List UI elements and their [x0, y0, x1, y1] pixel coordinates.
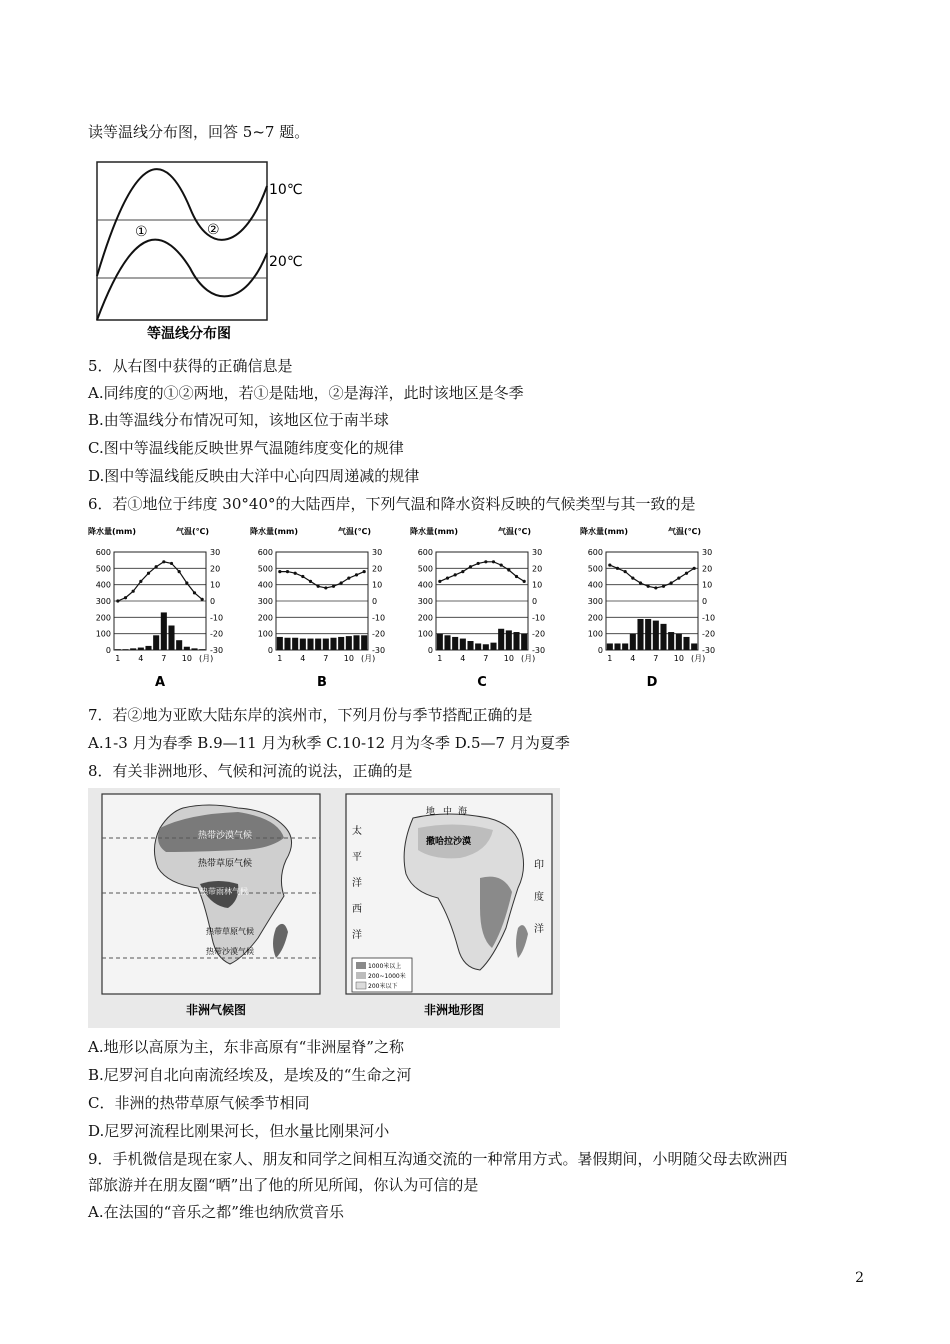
right-tick: -30	[210, 646, 224, 655]
x-axis-label: (月)	[199, 654, 214, 663]
intro-text: 读等温线分布图，回答 5~7 题。	[88, 123, 310, 141]
climate-charts	[88, 522, 728, 697]
africa-climate-map	[102, 794, 320, 1017]
temperature-point	[201, 598, 204, 601]
left-tick: 100	[257, 629, 273, 639]
legend-200: 200米以下	[368, 983, 398, 990]
temperature-point	[332, 585, 335, 588]
precip-bar	[483, 644, 489, 650]
precip-bar	[153, 635, 159, 650]
right-tick: 0	[210, 597, 216, 606]
temperature-point	[116, 599, 119, 602]
isotherm-frame	[97, 162, 267, 320]
x-tick: 7	[161, 654, 167, 663]
terrain-label-4: 太	[352, 826, 362, 837]
terrain-label-8: 洋	[352, 930, 362, 941]
right-tick: 10	[372, 580, 383, 590]
temperature-point	[286, 570, 289, 573]
chart-right-title: 气温(℃)	[338, 527, 371, 536]
precip-bar	[691, 643, 697, 650]
precip-bar	[437, 634, 443, 650]
precip-bar	[490, 643, 496, 650]
left-tick: 500	[417, 564, 433, 574]
precip-bar	[660, 624, 666, 650]
chart-label: C	[477, 675, 487, 690]
temperature-line	[280, 572, 364, 588]
temperature-point	[294, 572, 297, 575]
left-tick: 500	[257, 564, 273, 574]
temperature-line	[440, 562, 524, 582]
left-tick: 0	[427, 646, 433, 655]
climate-chart-d	[580, 522, 730, 694]
isotherm-figure	[95, 158, 320, 348]
precip-bar	[284, 638, 290, 650]
chart-left-title: 降水量(mm)	[410, 527, 458, 536]
left-tick: 100	[417, 629, 433, 639]
temperature-point	[185, 581, 188, 584]
precip-bar	[521, 634, 527, 650]
page-number: 2	[855, 1270, 864, 1286]
q8-option-c: C．非洲的热带草原气候季节相同	[88, 1094, 310, 1112]
precip-bar	[168, 626, 174, 651]
temperature-point	[438, 580, 441, 583]
precip-bar	[607, 643, 613, 650]
precip-bar	[513, 632, 519, 650]
isotherm-20	[97, 240, 267, 320]
temperature-point	[363, 570, 366, 573]
precip-bar	[176, 640, 182, 650]
right-tick: 10	[210, 580, 221, 590]
precip-bar	[323, 639, 329, 650]
temperature-point	[193, 591, 196, 594]
terrain-label-9: 印	[534, 860, 544, 871]
chart-left-title: 降水量(mm)	[250, 527, 298, 536]
temperature-point	[677, 577, 680, 580]
left-tick: 400	[257, 580, 273, 590]
chart-label: D	[646, 675, 658, 690]
x-tick: 1	[277, 654, 283, 663]
terrain-label-10: 度	[534, 892, 544, 903]
climate-chart-c	[410, 522, 560, 694]
chart-left-title: 降水量(mm)	[88, 527, 136, 536]
terrain-label-1: 中	[443, 807, 453, 817]
climate-caption: 非洲气候图	[186, 1003, 247, 1017]
temperature-point	[132, 590, 135, 593]
q6-stem: 6．若①地位于纬度 30°40°的大陆西岸，下列气温和降水资料反映的气候类型与其一致的是	[88, 495, 696, 513]
q9-stem-line2: 部旅游并在朋友圈“晒”出了他的所见所闻，你认为可信的是	[88, 1176, 479, 1194]
precip-bar	[145, 646, 151, 650]
temperature-point	[178, 570, 181, 573]
africa-terrain-map	[346, 794, 552, 1017]
precip-bar	[467, 641, 473, 650]
terrain-label-2: 海	[458, 807, 468, 817]
temperature-point	[446, 577, 449, 580]
x-tick: 10	[673, 654, 684, 663]
isotherm-label-10: 10℃	[269, 182, 303, 198]
x-axis-label: (月)	[691, 654, 706, 663]
left-tick: 100	[95, 629, 111, 639]
q5-option-a: A.同纬度的①②两地，若①是陆地，②是海洋，此时该地区是冬季	[88, 384, 524, 402]
x-tick: 1	[607, 654, 613, 663]
left-tick: 200	[257, 613, 273, 623]
climate-chart-a	[88, 522, 238, 694]
climate-label-2: 热带沙漠气候	[198, 831, 253, 841]
climate-label-4: 热带草原气候	[206, 927, 254, 936]
q8-stem: 8．有关非洲地形、气候和河流的说法，正确的是	[88, 762, 413, 780]
temperature-point	[523, 580, 526, 583]
climate-chart-b	[250, 522, 400, 694]
x-tick: 10	[181, 654, 192, 663]
q8-option-d: D.尼罗河流程比刚果河长，但水量比刚果河小	[88, 1122, 390, 1140]
left-tick: 0	[105, 646, 111, 655]
q8-option-b: B.尼罗河自北向南流经埃及，是埃及的“生命之河	[88, 1066, 412, 1084]
temperature-point	[662, 585, 665, 588]
right-tick: -20	[702, 629, 716, 639]
x-tick: 10	[503, 654, 514, 663]
right-tick: -10	[532, 613, 546, 623]
isotherm-caption: 等温线分布图	[147, 326, 231, 342]
precip-bar	[668, 632, 674, 650]
q9-option-a: A.在法国的“音乐之都”维也纳欣赏音乐	[88, 1203, 344, 1221]
right-tick: 20	[210, 564, 221, 574]
precip-bar	[161, 612, 167, 650]
right-tick: -10	[372, 613, 386, 623]
chart-right-title: 气温(℃)	[498, 527, 531, 536]
q9-stem-line1: 9．手机微信是现在家人、朋友和同学之间相互沟通交流的一种常用方式。暑假期间，小明随父母去欧洲西	[88, 1150, 788, 1168]
terrain-label-7: 西	[352, 904, 362, 915]
right-tick: 0	[702, 597, 708, 606]
temperature-point	[278, 570, 281, 573]
right-tick: -20	[372, 629, 386, 639]
right-tick: 20	[702, 564, 713, 574]
chart-label: B	[317, 675, 327, 690]
temperature-point	[507, 568, 510, 571]
q7-stem: 7．若②地为亚欧大陆东岸的滨州市，下列月份与季节搭配正确的是	[88, 706, 533, 724]
legend-200-1000: 200~1000米	[368, 973, 406, 980]
left-tick: 400	[417, 580, 433, 590]
precip-bar	[191, 648, 197, 650]
temperature-point	[484, 560, 487, 563]
right-tick: -30	[702, 646, 716, 655]
right-tick: 30	[702, 548, 713, 557]
x-axis-label: (月)	[521, 654, 536, 663]
africa-maps	[88, 788, 560, 1028]
precip-bar	[637, 619, 643, 650]
left-tick: 200	[95, 613, 111, 623]
precip-bar	[444, 635, 450, 650]
temperature-point	[639, 581, 642, 584]
left-tick: 0	[267, 646, 273, 655]
left-tick: 600	[257, 548, 273, 557]
precip-bar	[130, 648, 136, 650]
temperature-point	[309, 580, 312, 583]
climate-label-1: 热带草原气候	[198, 859, 253, 869]
point-2-label: ②	[207, 222, 220, 238]
temperature-point	[624, 570, 627, 573]
left-tick: 0	[597, 646, 603, 655]
precip-bar	[184, 647, 190, 650]
x-tick: 7	[653, 654, 659, 663]
precip-bar	[115, 649, 121, 650]
temperature-point	[124, 596, 127, 599]
temperature-point	[347, 577, 350, 580]
precip-bar	[277, 637, 283, 650]
temperature-point	[162, 560, 165, 563]
left-tick: 300	[587, 597, 603, 606]
precip-bar	[330, 638, 336, 650]
temperature-point	[147, 572, 150, 575]
left-tick: 500	[95, 564, 111, 574]
right-tick: -20	[532, 629, 546, 639]
precip-bar	[452, 637, 458, 650]
precip-bar	[300, 639, 306, 650]
x-tick: 4	[138, 654, 144, 663]
temperature-point	[461, 570, 464, 573]
temperature-point	[170, 562, 173, 565]
q5-option-c: C.图中等温线能反映世界气温随纬度变化的规律	[88, 439, 404, 457]
right-tick: 0	[532, 597, 538, 606]
temperature-point	[631, 577, 634, 580]
left-tick: 200	[587, 613, 603, 623]
temperature-point	[301, 575, 304, 578]
terrain-label-3: 撒哈拉沙漠	[426, 837, 472, 847]
left-tick: 300	[257, 597, 273, 606]
right-tick: -30	[372, 646, 386, 655]
temperature-point	[324, 586, 327, 589]
right-tick: 10	[702, 580, 713, 590]
precip-bar	[683, 637, 689, 650]
precip-bar	[622, 643, 628, 650]
right-tick: 30	[532, 548, 543, 557]
x-axis-label: (月)	[361, 654, 376, 663]
precip-bar	[353, 635, 359, 650]
left-tick: 400	[587, 580, 603, 590]
temperature-point	[469, 565, 472, 568]
temperature-point	[155, 565, 158, 568]
temperature-point	[616, 567, 619, 570]
precip-bar	[653, 621, 659, 650]
q5-option-d: D.图中等温线能反映由大洋中心向四周递减的规律	[88, 467, 420, 485]
x-tick: 4	[460, 654, 466, 663]
temperature-point	[500, 563, 503, 566]
precip-bar	[460, 639, 466, 650]
temperature-point	[685, 572, 688, 575]
left-tick: 600	[417, 548, 433, 557]
temperature-point	[515, 575, 518, 578]
left-tick: 600	[95, 548, 111, 557]
q8-option-a: A.地形以高原为主，东非高原有“非洲屋脊”之称	[88, 1038, 404, 1056]
left-tick: 300	[417, 597, 433, 606]
precip-bar	[346, 636, 352, 650]
x-tick: 7	[483, 654, 489, 663]
right-tick: 20	[532, 564, 543, 574]
temperature-point	[477, 562, 480, 565]
x-tick: 4	[630, 654, 636, 663]
precip-bar	[645, 619, 651, 650]
x-tick: 4	[300, 654, 306, 663]
left-tick: 200	[417, 613, 433, 623]
climate-label-3: 热带雨林气候	[200, 887, 248, 896]
temperature-point	[454, 573, 457, 576]
precip-bar	[614, 643, 620, 650]
right-tick: 30	[372, 548, 383, 557]
temperature-point	[693, 567, 696, 570]
right-tick: -30	[532, 646, 546, 655]
left-tick: 500	[587, 564, 603, 574]
right-tick: -10	[702, 613, 716, 623]
precip-bar	[138, 648, 144, 650]
terrain-label-5: 平	[352, 852, 362, 863]
q5-stem: 5．从右图中获得的正确信息是	[88, 357, 293, 375]
precip-bar	[307, 639, 313, 650]
right-tick: 20	[372, 564, 383, 574]
left-tick: 600	[587, 548, 603, 557]
x-tick: 1	[115, 654, 121, 663]
precip-bar	[292, 638, 298, 650]
precip-bar	[630, 634, 636, 650]
terrain-label-0: 地	[426, 807, 436, 817]
left-tick: 300	[95, 597, 111, 606]
temperature-point	[670, 581, 673, 584]
climate-label-5: 热带沙漠气候	[206, 947, 254, 956]
right-tick: 10	[532, 580, 543, 590]
temperature-point	[608, 563, 611, 566]
temperature-point	[355, 573, 358, 576]
chart-right-title: 气温(℃)	[668, 527, 701, 536]
left-tick: 100	[587, 629, 603, 639]
temperature-point	[647, 585, 650, 588]
temperature-line	[118, 562, 202, 601]
precip-bar	[122, 649, 128, 650]
terrain-label-6: 洋	[352, 878, 362, 889]
precip-bar	[498, 629, 504, 650]
terrain-caption: 非洲地形图	[424, 1003, 485, 1017]
precip-bar	[676, 634, 682, 650]
precip-bar	[361, 635, 367, 650]
right-tick: 30	[210, 548, 221, 557]
chart-label: A	[154, 675, 166, 690]
q5-option-b: B.由等温线分布情况可知，该地区位于南半球	[88, 411, 389, 429]
precip-bar	[475, 643, 481, 650]
precip-bar	[506, 630, 512, 650]
x-tick: 10	[343, 654, 354, 663]
q7-options: A.1-3 月为春季 B.9—11 月为秋季 C.10-12 月为冬季 D.5—7 月为夏季	[88, 734, 570, 752]
temperature-point	[340, 581, 343, 584]
point-1-label: ①	[135, 224, 148, 240]
precip-bar	[315, 639, 321, 650]
chart-left-title: 降水量(mm)	[580, 527, 628, 536]
temperature-point	[492, 560, 495, 563]
right-tick: 0	[372, 597, 378, 606]
isotherm-10	[97, 169, 267, 276]
temperature-point	[139, 580, 142, 583]
chart-right-title: 气温(℃)	[176, 527, 209, 536]
precip-bar	[199, 649, 205, 650]
isotherm-label-20: 20℃	[269, 254, 303, 270]
temperature-point	[317, 585, 320, 588]
right-tick: -10	[210, 613, 224, 623]
legend-1000: 1000米以上	[368, 963, 402, 970]
precip-bar	[338, 637, 344, 650]
terrain-label-11: 洋	[534, 924, 544, 935]
temperature-point	[654, 586, 657, 589]
x-tick: 1	[437, 654, 443, 663]
x-tick: 7	[323, 654, 329, 663]
left-tick: 400	[95, 580, 111, 590]
right-tick: -20	[210, 629, 224, 639]
